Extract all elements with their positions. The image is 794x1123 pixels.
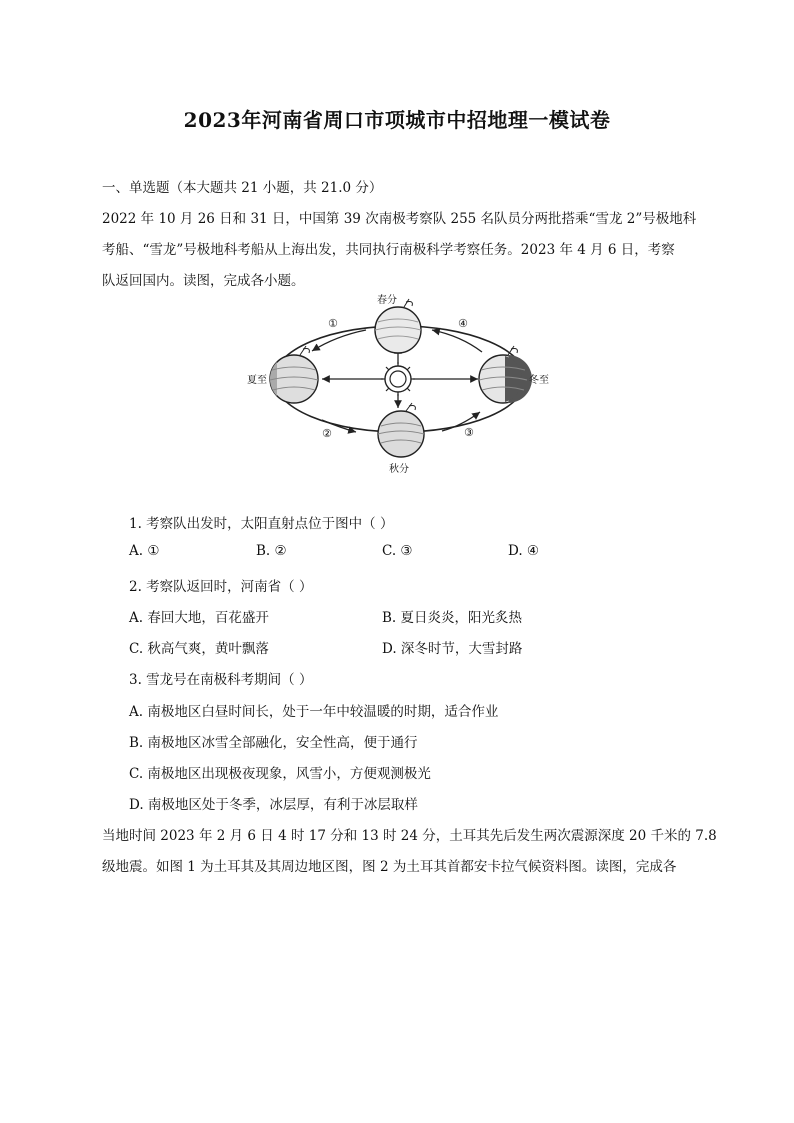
question-1-stem: 1. 考察队出发时，太阳直射点位于图中（ ）	[129, 516, 394, 532]
q2-option-d: D. 深冬时节，大雪封路	[382, 641, 523, 657]
q1-option-c: C. ③	[382, 543, 413, 559]
label-winter: 冬至	[529, 375, 549, 386]
passage1-line-2: 考船、“雪龙”号极地科考船从上海出发，共同执行南极科学考察任务。2023 年 4 月 6 日，考察	[102, 242, 675, 258]
label-n3: ③	[464, 426, 474, 439]
label-n4: ④	[458, 317, 468, 330]
label-summer: 夏至	[247, 375, 267, 386]
earth-winter-solstice	[479, 346, 532, 403]
passage2-line-2: 级地震。如图 1 为土耳其及其周边地区图，图 2 为土耳其首都安卡拉气候资料图。读图，完成各	[102, 859, 677, 875]
q2-option-b: B. 夏日炎炎，阳光炙热	[382, 610, 523, 626]
q3-option-d: D. 南极地区处于冬季，冰层厚，有利于冰层取样	[129, 797, 418, 813]
label-n2: ②	[322, 427, 332, 440]
label-spring: 春分	[377, 295, 397, 306]
label-n1: ①	[328, 317, 338, 330]
passage2-line-1: 当地时间 2023 年 2 月 6 日 4 时 17 分和 13 时 24 分，土耳其先后发生两次震源深度 20 千米的 7.8	[102, 828, 717, 844]
earth-summer-solstice	[270, 346, 318, 403]
passage1-line-1: 2022 年 10 月 26 日和 31 日，中国第 39 次南极考察队 255 名队员分两批搭乘“雪龙 2”号极地科	[102, 211, 697, 227]
sun-icon	[381, 362, 415, 396]
passage1-line-3: 队返回国内。读图，完成各小题。	[102, 273, 305, 289]
earth-spring-equinox	[375, 299, 421, 353]
label-autumn: 秋分	[389, 464, 409, 475]
q3-option-b: B. 南极地区冰雪全部融化，安全性高，便于通行	[129, 735, 418, 751]
section-header: 一、单选题（本大题共 21 小题，共 21.0 分）	[102, 180, 383, 196]
q2-option-c: C. 秋高气爽，黄叶飘落	[129, 641, 269, 657]
q3-option-a: A. 南极地区白昼时间长，处于一年中较温暖的时期，适合作业	[129, 704, 499, 720]
page-title: 2023年河南省周口市项城市中招地理一模试卷	[183, 108, 611, 132]
earth-autumn-equinox	[378, 403, 424, 457]
question-2-stem: 2. 考察队返回时，河南省（ ）	[129, 579, 313, 595]
earth-orbit-figure	[246, 295, 549, 481]
q2-option-a: A. 春回大地，百花盛开	[129, 610, 269, 626]
q3-option-c: C. 南极地区出现极夜现象，风雪小，方便观测极光	[129, 766, 431, 782]
q1-option-d: D. ④	[508, 543, 540, 559]
question-3-stem: 3. 雪龙号在南极科考期间（ ）	[129, 672, 313, 688]
q1-option-a: A. ①	[129, 543, 160, 559]
q1-option-b: B. ②	[256, 543, 287, 559]
